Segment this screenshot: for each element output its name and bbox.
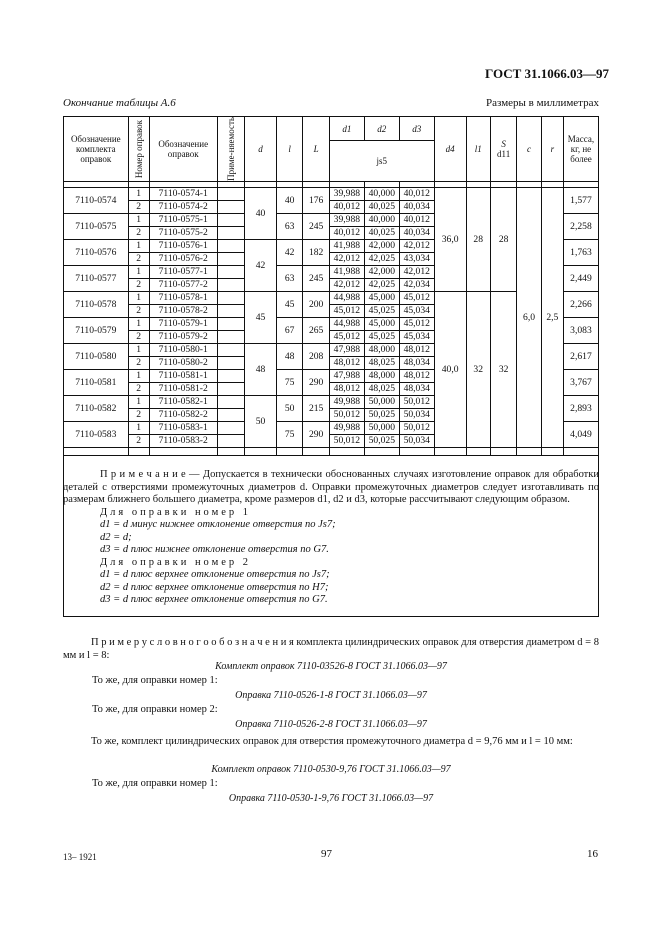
note-line-5: d2 = d плюс верхнее отклонение отверстия по H7; (100, 581, 329, 593)
cell-d1: 47,988 (329, 343, 364, 356)
cell-d1: 50,012 (329, 408, 364, 421)
header-number: Номер оправок (128, 117, 149, 182)
header-js5: js5 (329, 141, 434, 182)
cell-L: 176 (303, 187, 329, 213)
cell-d2: 48,000 (364, 369, 399, 382)
cell-designation: 7110-0582-2 (149, 408, 217, 421)
cell-l: 75 (276, 421, 302, 447)
example-text-2: То же, для оправки номер 1: (92, 675, 218, 686)
cell-d2: 50,000 (364, 421, 399, 434)
cell-d1: 40,012 (329, 200, 364, 213)
cell-d1: 49,988 (329, 421, 364, 434)
cell-d2: 50,025 (364, 408, 399, 421)
note-line-1: d1 = d минус нижнее отклонение отверстия по Js7; (100, 519, 336, 530)
cell-number: 2 (128, 408, 149, 421)
cell-d1: 48,012 (329, 356, 364, 369)
cell-d1: 44,988 (329, 317, 364, 330)
cell-number: 2 (128, 382, 149, 395)
note-line-4: d1 = d плюс верхнее отклонение отверстия по Js7; (100, 569, 330, 580)
cell-set: 7110-0575 (64, 213, 129, 239)
cell-designation: 7110-0574-1 (149, 187, 217, 200)
cell-set: 7110-0578 (64, 291, 129, 317)
cell-number: 1 (128, 187, 149, 200)
note-line-2: d2 = d; (100, 531, 132, 543)
cell-mass: 1,763 (563, 239, 598, 265)
cell-d2: 40,000 (364, 187, 399, 200)
cell-d1: 50,012 (329, 434, 364, 447)
cell-d2: 48,025 (364, 356, 399, 369)
header-d3: d3 (399, 117, 434, 141)
cell-L: 182 (303, 239, 329, 265)
cell-d2: 50,025 (364, 434, 399, 447)
cell-l1: 32 (466, 291, 490, 447)
cell-d3: 40,012 (399, 187, 434, 200)
cell-set: 7110-0574 (64, 187, 129, 213)
cell-applicability (217, 213, 245, 226)
cell-applicability (217, 304, 245, 317)
cell-r: 2,5 (541, 187, 563, 447)
cell-L: 200 (303, 291, 329, 317)
header-c: c (517, 117, 541, 182)
cell-number: 1 (128, 369, 149, 382)
cell-applicability (217, 239, 245, 252)
cell-d3: 42,012 (399, 265, 434, 278)
cell-number: 2 (128, 356, 149, 369)
cell-d3: 40,012 (399, 213, 434, 226)
cell-l: 50 (276, 395, 302, 421)
cell-designation: 7110-0577-1 (149, 265, 217, 278)
cell-number: 1 (128, 213, 149, 226)
cell-l: 45 (276, 291, 302, 317)
cell-set: 7110-0577 (64, 265, 129, 291)
cell-L: 290 (303, 369, 329, 395)
cell-number: 1 (128, 421, 149, 434)
cell-designation: 7110-0576-2 (149, 252, 217, 265)
example-text-3: То же, для оправки номер 2: (92, 704, 218, 715)
cell-designation: 7110-0581-2 (149, 382, 217, 395)
cell-d1: 47,988 (329, 369, 364, 382)
cell-number: 2 (128, 304, 149, 317)
note-frame-right (598, 455, 599, 616)
cell-d2: 42,025 (364, 278, 399, 291)
cell-d: 50 (245, 395, 277, 447)
dimensions-table (63, 116, 599, 456)
cell-d3: 48,034 (399, 356, 434, 369)
cell-d3: 48,034 (399, 382, 434, 395)
cell-c: 6,0 (517, 187, 541, 447)
cell-number: 1 (128, 395, 149, 408)
cell-d3: 40,034 (399, 226, 434, 239)
cell-d2: 42,000 (364, 265, 399, 278)
cell-designation: 7110-0574-2 (149, 200, 217, 213)
cell-applicability (217, 343, 245, 356)
cell-number: 2 (128, 330, 149, 343)
cell-designation: 7110-0576-1 (149, 239, 217, 252)
cell-applicability (217, 434, 245, 447)
cell-d3: 40,034 (399, 200, 434, 213)
cell-d2: 45,025 (364, 330, 399, 343)
cell-l: 63 (276, 265, 302, 291)
cell-mass: 4,049 (563, 421, 598, 447)
cell-applicability (217, 330, 245, 343)
cell-L: 245 (303, 265, 329, 291)
cell-applicability (217, 265, 245, 278)
cell-number: 1 (128, 343, 149, 356)
example-designation-3: Оправка 7110-0526-2-8 ГОСТ 31.1066.03—97 (235, 719, 427, 730)
cell-mass: 2,258 (563, 213, 598, 239)
cell-d1: 48,012 (329, 382, 364, 395)
page-number: 97 (321, 848, 332, 860)
cell-S: 32 (490, 291, 516, 447)
cell-set: 7110-0580 (64, 343, 129, 369)
note-heading-1: Для оправки номер 1 (100, 506, 252, 518)
header-l1: l1 (466, 117, 490, 182)
cell-d1: 49,988 (329, 395, 364, 408)
cell-mass: 2,449 (563, 265, 598, 291)
cell-applicability (217, 226, 245, 239)
header-d2: d2 (364, 117, 399, 141)
cell-set: 7110-0582 (64, 395, 129, 421)
cell-mass: 2,893 (563, 395, 598, 421)
cell-applicability (217, 187, 245, 200)
cell-d2: 40,025 (364, 200, 399, 213)
cell-designation: 7110-0578-1 (149, 291, 217, 304)
cell-d2: 42,000 (364, 239, 399, 252)
cell-d3: 45,034 (399, 304, 434, 317)
cell-d3: 45,012 (399, 291, 434, 304)
cell-d3: 50,012 (399, 421, 434, 434)
cell-applicability (217, 200, 245, 213)
cell-d2: 40,025 (364, 226, 399, 239)
cell-mass: 2,266 (563, 291, 598, 317)
cell-d2: 45,025 (364, 304, 399, 317)
example-text-4: То же, комплект цилиндрических оправок для отверстия промежуточного диаметра d = 9,76 мм и l = 10 мм: (91, 736, 573, 747)
cell-d2: 48,025 (364, 382, 399, 395)
cell-set: 7110-0583 (64, 421, 129, 447)
note-paragraph: П р и м е ч а н и е — Допускается в технически обоснованных случаях изготовление оправок для обработки деталей с отверстиями промежуточных диаметров d. Оправки промежуточных диаметров следует изготавливать по размерам ближнего большего диаметра, кроме размеров d1, d2 и d3, которые рассчитывают следующим образом. (63, 469, 599, 505)
cell-designation: 7110-0579-1 (149, 317, 217, 330)
cell-applicability (217, 369, 245, 382)
cell-l: 67 (276, 317, 302, 343)
header-L: L (303, 117, 329, 182)
cell-d3: 50,012 (399, 395, 434, 408)
cell-l: 40 (276, 187, 302, 213)
cell-designation: 7110-0580-1 (149, 343, 217, 356)
cell-number: 2 (128, 278, 149, 291)
footer-left: 13– 1921 (63, 852, 97, 862)
cell-d2: 48,000 (364, 343, 399, 356)
table-row (64, 187, 599, 200)
cell-number: 1 (128, 239, 149, 252)
cell-number: 2 (128, 252, 149, 265)
cell-d3: 50,034 (399, 408, 434, 421)
cell-mass: 3,083 (563, 317, 598, 343)
cell-designation: 7110-0575-1 (149, 213, 217, 226)
header-mass: Масса, кг, не более (563, 117, 598, 182)
cell-applicability (217, 278, 245, 291)
cell-set: 7110-0576 (64, 239, 129, 265)
cell-applicability (217, 382, 245, 395)
table-caption: Окончание таблицы А.6 (63, 97, 176, 109)
cell-d1: 41,988 (329, 265, 364, 278)
note-heading-2: Для оправки номер 2 (100, 556, 252, 568)
cell-d1: 45,012 (329, 330, 364, 343)
note-frame-left (63, 455, 64, 616)
cell-set: 7110-0581 (64, 369, 129, 395)
example-paragraph: П р и м е р у с л о в н о г о о б о з н а ч е н и я комплекта цилиндрических оправок для отверстия диаметром d = 8 мм и l = 8: (63, 637, 599, 661)
cell-mass: 1,577 (563, 187, 598, 213)
cell-L: 290 (303, 421, 329, 447)
cell-d3: 45,034 (399, 330, 434, 343)
cell-d3: 50,034 (399, 434, 434, 447)
example-designation-1: Комплект оправок 7110-03526-8 ГОСТ 31.1066.03—97 (215, 661, 447, 672)
cell-d1: 39,988 (329, 213, 364, 226)
cell-d: 42 (245, 239, 277, 291)
cell-d3: 48,012 (399, 369, 434, 382)
cell-set: 7110-0579 (64, 317, 129, 343)
cell-d1: 40,012 (329, 226, 364, 239)
header-d4: d4 (434, 117, 466, 182)
cell-designation: 7110-0579-2 (149, 330, 217, 343)
spacer-row (64, 447, 599, 455)
example-designation-5: Оправка 7110-0530-1-9,76 ГОСТ 31.1066.03—97 (228, 793, 434, 804)
cell-designation: 7110-0578-2 (149, 304, 217, 317)
cell-d3: 42,034 (399, 278, 434, 291)
cell-L: 208 (303, 343, 329, 369)
cell-mass: 2,617 (563, 343, 598, 369)
note-line-3: d3 = d плюс нижнее отклонение отверстия по G7. (100, 544, 329, 555)
cell-d1: 41,988 (329, 239, 364, 252)
cell-L: 215 (303, 395, 329, 421)
cell-S: 28 (490, 187, 516, 291)
cell-L: 245 (303, 213, 329, 239)
cell-d2: 40,000 (364, 213, 399, 226)
cell-applicability (217, 395, 245, 408)
cell-d1: 44,988 (329, 291, 364, 304)
cell-applicability (217, 421, 245, 434)
cell-designation: 7110-0583-1 (149, 421, 217, 434)
header-l: l (276, 117, 302, 182)
header-designation: Обозначение оправок (149, 117, 217, 182)
header-d1: d1 (329, 117, 364, 141)
cell-number: 1 (128, 265, 149, 278)
cell-d1: 45,012 (329, 304, 364, 317)
cell-number: 1 (128, 291, 149, 304)
document-number: ГОСТ 31.1066.03—97 (485, 66, 610, 81)
cell-l: 63 (276, 213, 302, 239)
cell-designation: 7110-0580-2 (149, 356, 217, 369)
cell-d: 40 (245, 187, 277, 239)
cell-d1: 42,012 (329, 278, 364, 291)
cell-designation: 7110-0582-1 (149, 395, 217, 408)
cell-d3: 43,034 (399, 252, 434, 265)
cell-designation: 7110-0581-1 (149, 369, 217, 382)
cell-number: 2 (128, 226, 149, 239)
cell-d4: 40,0 (434, 291, 466, 447)
cell-applicability (217, 317, 245, 330)
cell-d1: 39,988 (329, 187, 364, 200)
cell-applicability (217, 252, 245, 265)
cell-d4: 36,0 (434, 187, 466, 291)
cell-d2: 50,000 (364, 395, 399, 408)
cell-mass: 3,767 (563, 369, 598, 395)
note-line-6: d3 = d плюс верхнее отклонение отверстия по G7. (100, 594, 328, 605)
cell-applicability (217, 408, 245, 421)
cell-designation: 7110-0583-2 (149, 434, 217, 447)
cell-number: 2 (128, 200, 149, 213)
units-caption: Размеры в миллиметрах (486, 97, 599, 109)
cell-designation: 7110-0575-2 (149, 226, 217, 239)
note-block (63, 469, 599, 607)
cell-number: 2 (128, 434, 149, 447)
footer-right: 16 (587, 848, 598, 860)
cell-d2: 45,000 (364, 291, 399, 304)
cell-designation: 7110-0577-2 (149, 278, 217, 291)
cell-number: 1 (128, 317, 149, 330)
header-r: r (541, 117, 563, 182)
cell-d2: 45,000 (364, 317, 399, 330)
cell-d3: 45,012 (399, 317, 434, 330)
cell-l: 42 (276, 239, 302, 265)
header-d: d (245, 117, 277, 182)
note-frame-bottom (63, 616, 599, 617)
cell-L: 265 (303, 317, 329, 343)
cell-d2: 42,025 (364, 252, 399, 265)
cell-d3: 48,012 (399, 343, 434, 356)
cell-applicability (217, 356, 245, 369)
cell-d: 45 (245, 291, 277, 343)
example-text-5: То же, для оправки номер 1: (92, 778, 218, 789)
example-designation-2: Оправка 7110-0526-1-8 ГОСТ 31.1066.03—97 (235, 690, 427, 701)
cell-applicability (217, 291, 245, 304)
header-S: S d11 (490, 117, 516, 182)
cell-d1: 42,012 (329, 252, 364, 265)
cell-d: 48 (245, 343, 277, 395)
cell-d3: 42,012 (399, 239, 434, 252)
cell-l: 48 (276, 343, 302, 369)
header-set: Обозначение комплекта оправок (64, 117, 129, 182)
cell-l1: 28 (466, 187, 490, 291)
cell-l: 75 (276, 369, 302, 395)
header-applicability: Приме-няемость (217, 117, 245, 182)
example-designation-4: Комплект оправок 7110-0530-9,76 ГОСТ 31.1066.03—97 (211, 764, 451, 775)
